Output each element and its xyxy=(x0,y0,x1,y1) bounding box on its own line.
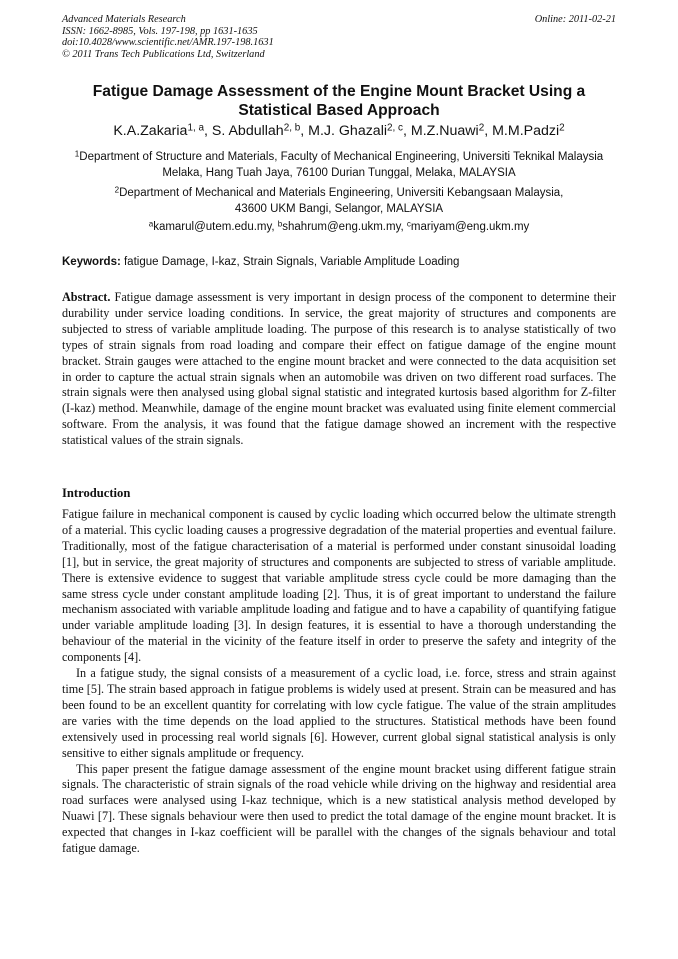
affiliation-1: $^1$Department of Structure and Materials, Faculty of Mechanical Engineering, Universiti Teknikal Malaysia Melaka, Hang Tuah Jaya, 76100 Durian Tunggal, Melaka, MALAYSIA xyxy=(74,149,604,179)
section-heading-introduction: Introduction xyxy=(62,486,131,500)
paragraph: In a fatigue study, the signal consists of a measurement of a cyclic load, i.e. force, stress and strain against time [5]. The strain based approach in fatigue problems is widely used at present. Strain can be measured and has been found to be an excellent quantity for correlating with low cycle fatigue. The value of the strain amplitudes are varies with the time depends on the load applied to the structures. Statistical methods have been found extensively used in processing real world signals [6]. However, current global signal statistical analysis is only sensitive to either signals amplitude or frequency. xyxy=(62,666,616,760)
author: S. Abdullah$^{2, b}$, xyxy=(211,122,309,139)
author: M.M.Padzi$^2$ xyxy=(492,122,565,139)
keywords-label: Keywords: xyxy=(62,256,121,268)
abstract-text: Fatigue damage assessment is very important in design process of the component to determine their durability under service loading conditions. In service, the great majority of structures and components are subjected to stress of variable amplitude loading. The purpose of this research is to analyse statistically of two types of strain signals from road loading and compare their effect on fatigue damage of the engine mount bracket. Strain gauges were attached to the engine mount bracket and were connected to the data acquisition set in order to capture the actual strain signals when an automobile was driven on two different road surfaces. The strain signals were then analysed using global signal statistic and integrated kurtosis based algorithm for Z-filter (I-kaz) method. Meanwhile, damage of the engine mount bracket was evaluated using finite element commercial software. From the analysis, it was found that the fatigue damage showed an increment with the respective statistical values of the strain signals. xyxy=(62,290,616,448)
doi-line: doi:10.4028/www.scientific.net/AMR.197-198.1631 xyxy=(62,37,274,49)
email-link[interactable]: mariyam@eng.ukm.my xyxy=(410,221,530,233)
issn-line: ISSN: 1662-8985, Vols. 197-198, pp 1631-1635 xyxy=(62,25,258,37)
abstract xyxy=(62,290,616,449)
author: M.Z.Nuawi$^2$, xyxy=(410,122,493,139)
journal-header xyxy=(62,14,616,60)
email-link[interactable]: kamarul@utem.edu.my, xyxy=(153,221,278,233)
journal-name: Advanced Materials Research xyxy=(62,14,186,25)
affiliation-2: $^2$Department of Mechanical and Materials Engineering, Universiti Kebangsaan Malaysia, 43600 UKM Bangi, Selangor, MALAYSIA xyxy=(114,185,564,215)
abstract-label: Abstract. xyxy=(62,290,111,304)
keywords-text: fatigue Damage, I-kaz, Strain Signals, Variable Amplitude Loading xyxy=(120,256,460,268)
paragraph: This paper present the fatigue damage assessment of the engine mount bracket using different fatigue strain signals. The characteristic of strain signals of the road vehicle while driving on the highway and residential area road surfaces were analysed using I-kaz technique, which is a new statistical analysis method developed by Nuawi [7]. These signals behaviour were then used to predict the total damage of the engine mount bracket. It is expected that changes in I-kaz coefficient will be parallel with the changes of the signals behaviour and total fatigue damage. xyxy=(62,761,616,856)
keywords xyxy=(62,255,616,270)
author-list xyxy=(62,122,616,140)
paper-title: Fatigue Damage Assessment of the Engine Mount Bracket Using a Statistical Based Approach xyxy=(92,83,586,119)
online-date: Online: 2011-02-21 xyxy=(534,14,616,25)
paragraph: Fatigue failure in mechanical component is caused by cyclic loading which occurred below the ultimate strength of a material. This cyclic loading causes a progressive degradation of the material properties and eventual failure. Traditionally, most of the fatigue characterisation of a material is performed under constant sinusoidal loading [1], but in service, the great majority of structures and components are subjected to stress of variable amplitude. There is extensive evidence to suggest that variable amplitude stress cycle could be more damaging than the same stress cycle under constant amplitude loading [2]. Thus, it is of great important to understand the failure mechanism associated with variable amplitude loading and fatigue and to have a capability of quantifying fatigue under variable amplitude loading [3]. In design features, it is essential to have a thorough understanding the behaviour of the material in the vicinity of the feature itself in order to preserve the safety and integrity of the components [4]. xyxy=(62,507,616,665)
copyright-line: © 2011 Trans Tech Publications Ltd, Switzerland xyxy=(62,48,265,60)
introduction-body xyxy=(62,507,616,857)
author: K.A.Zakaria$^{1, a}$, xyxy=(113,122,212,139)
email-link[interactable]: shahrum@eng.ukm.my, xyxy=(282,221,407,233)
author-emails: $^a$kamarul@utem.edu.my, $^b$shahrum@eng.ukm.my, $^c$mariyam@eng.ukm.my xyxy=(148,219,530,233)
author: M.J. Ghazali$^{2, c}$, xyxy=(308,122,411,139)
